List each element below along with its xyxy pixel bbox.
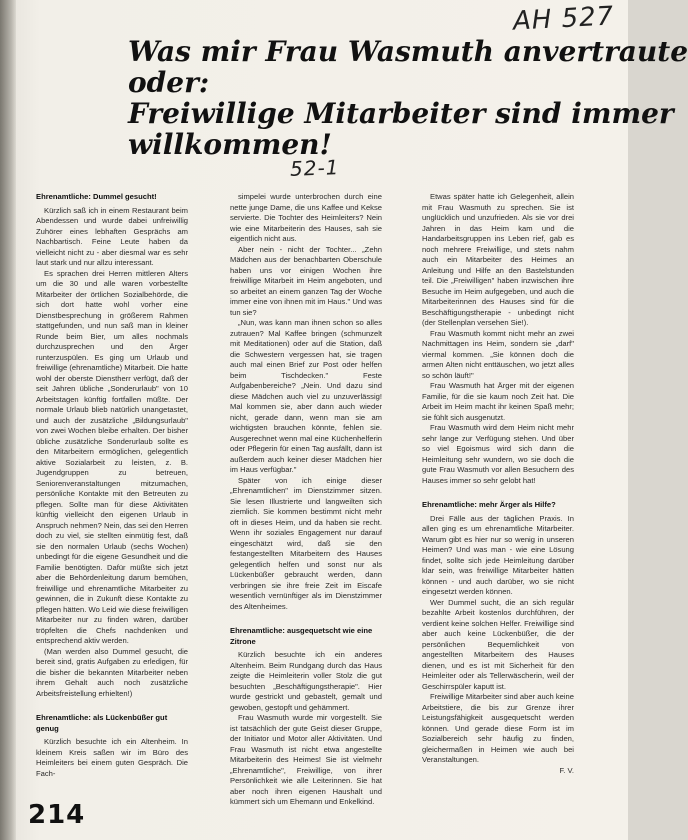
paragraph: Es sprachen drei Herren mittleren Alters um die 30 und alle waren vorbestellte Mitarbeiter der örtlichen Sozialbehörde, die sich dort hatte wohl vorher eine Dienstbesprechung in größerem Rahmen stattgefunden, und nun saß man in kleiner Runde beim Bier, um alles nochmals durchzusprechen und den Ärger runterzuspülen. Es ging um Urlaub und freiwillige (ehrenamtliche) Mitarbeit. Die hatte wohl der oberste Dienstherr verfügt, daß der seit Jahren übliche „Sonderurlaub" von 10 Arbeitstagen künftig fortfallen müßte. Der normale Urlaub blieb natürlich unangetastet, und auch der zusätzliche „Bildungsurlaub" von zwei Wochen bleibe erhalten. Der bisher übliche zusätzliche Sonderurlaub sollte es den Mitarbeitern ermöglichen, gelegentlich aktive Sozialarbeit zu leisten, z. B. Jugendgruppen zu betreuen, Seniorenveranstaltungen mitzumachen, persönliche Kontakte mit den Betreuten zu pflegen. Sollte man für diese Aktivitäten künftig vielleicht den eigenen Urlaub in Anspruch nehmen? Nein, das sei den Herren doch zu viel, sie stellten einmütig fest, daß sie den normalen Urlaub (sechs Wochen) unbedingt für die eigene Gesundheit und die Familie benötigten. Dafür müßte sich jetzt aber die Behördenleitung darum bemühen, freiwillige und ehrenamtliche Mitarbeiter zu gewinnen, die in Zukunft diese Kontakte zu pflegen hätten. Wo Leid wie diese freiwilligen Mitarbeiter nur zu finden wären, darüber tröpfelten die Chefs nachdenken und entsprechend aktiv werden. bbox=[36, 268, 188, 645]
section-heading: Ehrenamtliche: ausgequetscht wie eine Zitrone bbox=[230, 626, 373, 646]
paragraph: Drei Fälle aus der täglichen Praxis. In allen ging es um ehrenamtliche Mitarbeiter. Warum gibt es hier nur so wenig in unseren Heimen? Und was man - wie eine Lösung findet, sollte sich jede Heimleitung darüber klar sein, was freiwillige Mitarbeiter hätten können - und auch darüber, wo sie nicht eingesetzt werden können. bbox=[422, 513, 574, 596]
article-headline bbox=[128, 35, 688, 161]
article-column-1 bbox=[36, 192, 188, 832]
handwritten-note: 52-1 bbox=[289, 155, 340, 181]
section-heading: Ehrenamtliche: mehr Ärger als Hilfe? bbox=[422, 500, 556, 509]
article-column-3 bbox=[422, 192, 574, 775]
author-initials: F. V. bbox=[559, 765, 574, 775]
section-spacer bbox=[230, 612, 382, 626]
page-number: 214 bbox=[28, 800, 86, 830]
paragraph: Frau Wasmuth wurde mir vorgestellt. Sie ist tatsächlich der gute Geist dieser Gruppe, der Initiator und Motor aller Aktivitäten. Und Frau Wasmuth ist nicht etwa angestellte Mitarbeiterin des Heimes! Sie ist vielmehr „Ehrenamtliche", Freiwillige, von ihrer Persönlichkeit wie alle Leiterinnen. Sie hat aber noch ihren eigenen Haushalt und kümmert sich um Ehemann und Enkelkind. bbox=[230, 713, 382, 806]
section-spacer bbox=[422, 486, 574, 500]
headline-line-2: oder: bbox=[128, 66, 210, 99]
section-heading: Ehrenamtliche: Dummel gesucht! bbox=[36, 192, 157, 201]
paragraph: Kürzlich besuchte ich ein Altenheim. In kleinem Kreis saßen wir im Büro des Heimleiters bei einem guten Gespräch. Die Fach- bbox=[36, 737, 188, 778]
paragraph: Später von ich einige dieser „Ehrenamtlichen" im Dienstzimmer sitzen. Sie lesen Illustrierte und langweilten sich ziemlich. Sie kommen bestimmt nicht mehr oft in dieses Heim, und da haben sie recht. Wenn ihr soziales Engagement nur darauf eingeschätzt wird, daß sie den festangestellten Mitarbeitern des Hauses gelegentlich helfen und sonst nur als Lückenbüßer gebraucht werden, dann verbringen sie ihre freie Zeit im Eiscafe wesentlich vernünftiger als im Dienstzimmer des Altenheimes. bbox=[230, 475, 382, 611]
paragraph: simpelei wurde unterbrochen durch eine nette junge Dame, die uns Kaffee und Kekse servierte. Die Tochter des Heimleiters? Nein wie eine Mitarbeiterin des Hauses, sah sie eigentlich nicht aus. bbox=[230, 192, 382, 243]
paragraph: Kürzlich saß ich in einem Restaurant beim Abendessen und wurde dabei unfreiwillig Zuhörer eines lebhaften Gesprächs am Nachbartisch. Feine Leute haben da vielleicht nicht zu - aber diesmal war es sehr laut stark und nur allzu interessant. bbox=[36, 205, 188, 267]
paragraph: Etwas später hatte ich Gelegenheit, allein mit Frau Wasmuth zu sprechen. Sie ist unglücklich und unzufrieden. Als sie vor drei Jahren in das Heim kam und die Handarbeitsgruppen ins Leben rief, gab es noch mehrere Freiwillige, und stets nahm auch ein Mitarbeiter des Heimes an Anleitung und Hilfe an den Bastelstunden teil. Die „Freiwilligen" haben inzwischen ihre Besuche im Heim aufgegeben, und auch die Mitarbeiterinnen des Hauses sind für die Beschäftigungstherapie - unbedingt nicht (der Stellenplan versehen Sie!). bbox=[422, 192, 574, 327]
paragraph: Freiwillige Mitarbeiter sind aber auch keine Arbeitstiere, die bis zur Grenze ihrer Leistungsfähigkeit ausgequetscht werden können. Und gerade diese Form ist im Sozialbereich sehr häufig zu finden, gleichermaßen in Heimen wie auch bei Veranstaltungen. bbox=[422, 692, 574, 764]
paragraph: (Man werden also Dummel gesucht, die bereit sind, gratis Aufgaben zu erledigen, für die bisher die bekannten Mitarbeiter neben ihrem Gehalt auch noch zusätzliche Arbeitsfreistellung erhielten!) bbox=[36, 646, 188, 698]
headline-line-1: Was mir Frau Wasmuth anvertraute bbox=[128, 35, 688, 68]
headline-line-3: Freiwillige Mitarbeiter sind immer bbox=[128, 97, 674, 130]
paragraph: Kürzlich besuchte ich ein anderes Altenheim. Beim Rundgang durch das Haus zeigte die Heimleiterin voller Stolz die gut besuchten „Beschäftigungstherapie". Hier wurde gestrickt und gebastelt, gemalt und gewoben, gestopft und gehämmert. bbox=[230, 650, 382, 712]
paragraph: „Nun, was kann man ihnen schon so alles zutrauen? Mal Kaffee bringen (schmunzelt mit Meditationen) oder auf die Station, daß die Schwestern vergessen hat, sie tragen auch mal einen Brief zur Post oder helfen beim Tischdecken." Feste Aufgabenbereiche? „Nein. Und dazu sind diese Mädchen auch viel zu unzuverlässig! Mal kommen sie, aber dann auch wieder nicht, gerade dann, wenn man sie am wichtigsten brauchen könnte, fehlen sie. Ausgerechnet wenn mal eine Küchenhelferin oder Pflegerin für einen Tag ausfällt, dann ist außerdem auch keiner dieser Mädchen hier im Haus verfügbar." bbox=[230, 318, 382, 474]
section-heading: Ehrenamtliche: als Lückenbüßer gut genug bbox=[36, 713, 168, 733]
handwritten-archive-number: AH 527 bbox=[512, 1, 615, 37]
headline-line-4: willkommen! bbox=[128, 128, 332, 161]
page-binding-shadow bbox=[0, 0, 16, 840]
paragraph: Frau Wasmuth wird dem Heim nicht mehr sehr lange zur Verfügung stehen. Und über so viel Egoismus wird sich dann die Heimleitung sehr wundern, wo sie doch die gute Frau Wasmuth vor allen Besuchern des Hauses immer so sehr gelobt hat! bbox=[422, 423, 574, 485]
paragraph: Frau Wasmuth kommt nicht mehr an zwei Nachmittagen ins Heim, sondern sie „darf" viermal kommen. „Sie können doch die armen Alten nicht enttäuschen, wo jetzt alles so schön läuft!" bbox=[422, 328, 574, 380]
section-spacer bbox=[36, 699, 188, 713]
paragraph: Aber nein - nicht der Tochter... „Zehn Mädchen aus der benachbarten Oberschule haben uns vor einigen Wochen ihre freiwillige Mitarbeit im Heim angeboten, und so arbeitet an einem ganzen Tag der Woche immer eine von ihnen mit im Haus." Und was tun sie? bbox=[230, 244, 382, 317]
article-column-2 bbox=[230, 192, 382, 822]
paragraph: Frau Wasmuth hat Ärger mit der eigenen Familie, für die sie kaum noch Zeit hat. Die Arbeit im Heim macht ihr keinen Spaß mehr; sie fühlt sich ausgenutzt. bbox=[422, 381, 574, 422]
paragraph: Wer Dummel sucht, die an sich regulär bezahlte Arbeit kostenlos durchführen, der verdient keine solchen Helfer. Freiwillige sind aber auch keine Lückenbüßer, die der persönlichen Bequemlichkeit von angestellten Mitarbeitern des Hauses dienen, und es ist mit Sicherheit für den Heimleiter oder als Tellerwäscherin, weil der Geschirrspüler kaputt ist. bbox=[422, 597, 574, 691]
